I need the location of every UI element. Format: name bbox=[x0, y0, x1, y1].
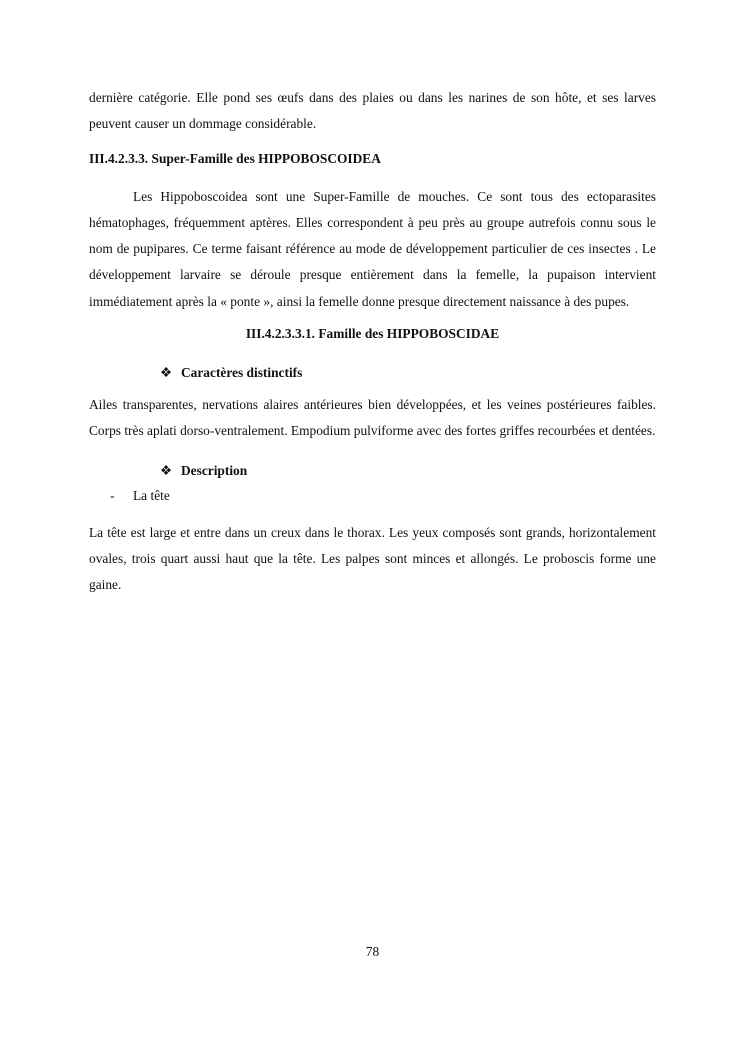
caracteres-heading-label: Caractères distinctifs bbox=[181, 365, 303, 381]
family-heading: III.4.2.3.3.1. Famille des HIPPOBOSCIDAE bbox=[245, 326, 500, 342]
list-item-label: La tête bbox=[133, 487, 170, 503]
description-heading-label: Description bbox=[181, 462, 248, 478]
caracteres-paragraph: Ailes transparentes, nervations alaires antérieures bien développées, et les veines postérieures faibles. Corps très aplati dorso-ventralement. Empodium pulviforme avec des fortes griffes recourbées et dentées. bbox=[89, 397, 656, 439]
tete-paragraph: La tête est large et entre dans un creux dans le thorax. Les yeux composés sont grands, horizontalement ovales, trois quart aussi haut que la tête. Les palpes sont minces et allongés. Le proboscis forme une gaine. bbox=[89, 524, 656, 593]
intro-paragraph: dernière catégorie. Elle pond ses œufs dans des plaies ou dans les narines de son hôte, et ses larves peuvent causer un dommage considérable. bbox=[89, 90, 656, 132]
section-heading: III.4.2.3.3. Super-Famille des HIPPOBOSCOIDEA bbox=[89, 150, 381, 166]
diamond-bullet-icon: ❖ bbox=[160, 365, 173, 381]
list-item bbox=[89, 486, 656, 506]
description-bullet-heading bbox=[89, 461, 656, 481]
hippoboscoidea-paragraph: Les Hippoboscoidea sont une Super-Famille de mouches. Ce sont tous des ectoparasites hématophages, fréquemment aptères. Elles correspondent à peu près au groupe autrefois connu sous le nom de pupipares. Ce terme faisant référence au mode de développement particulier de ces insectes . Le développement larvaire se déroule presque entièrement dans la femelle, la pupaison intervient immédiatement après la « ponte », ainsi la femelle donne presque directement naissance à des pupes. bbox=[89, 188, 656, 309]
caracteres-bullet-heading bbox=[89, 363, 656, 383]
page-number: 78 bbox=[365, 944, 380, 959]
document-page bbox=[89, 85, 656, 599]
dash-bullet: - bbox=[110, 487, 115, 503]
diamond-bullet-icon: ❖ bbox=[160, 462, 173, 478]
